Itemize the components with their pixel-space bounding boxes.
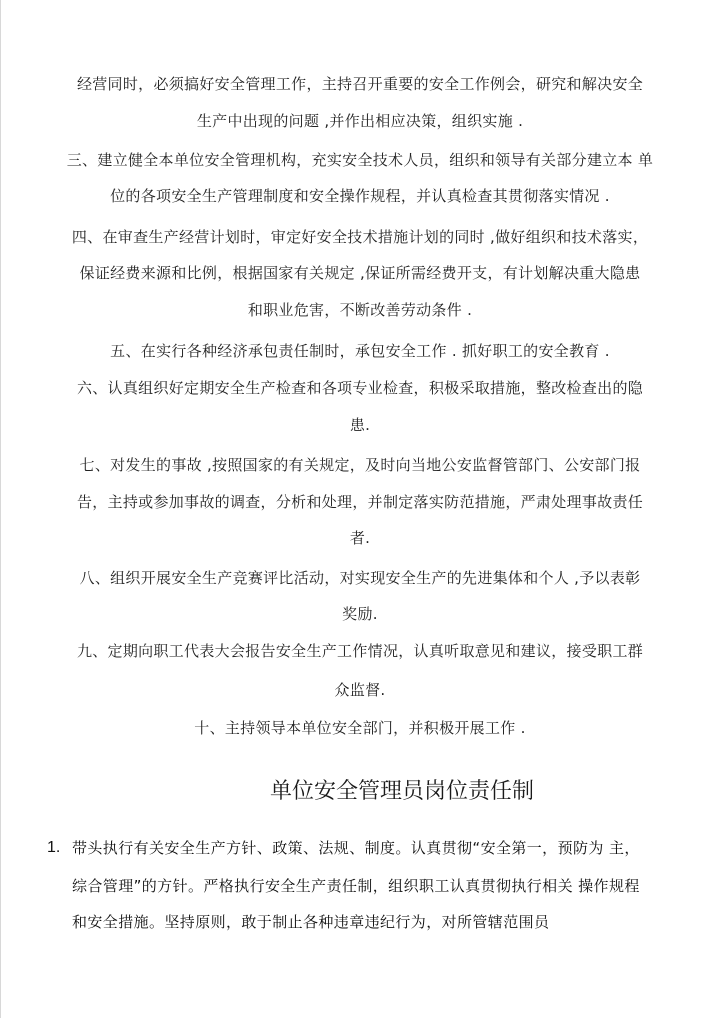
duty-line: 九、定期向职工代表大会报告安全生产工作情况，认真听取意见和建议，接受职工群 [76, 642, 644, 660]
duty-line: 和职业危害，不断改善劳动条件 . [247, 301, 473, 319]
section-title: 单位安全管理员岗位责任制 [269, 779, 534, 804]
duty-line: 四、在审查生产经营计划时，审定好安全技术措施计划的同时 ,做好组织和技术落实， [71, 228, 649, 246]
item-line: 综合管理”的方针。严格执行安全生产责任制，组织职工认真贯彻执行相关 操作规程 [72, 877, 640, 895]
duty-line: 位的各项安全生产管理制度和安全操作规程，并认真检查其贯彻落实情况 . [110, 187, 610, 205]
duty-line: 经营同时，必须搞好安全管理工作，主持召开重要的安全工作例会，研究和解决安全 [76, 75, 644, 93]
duty-line: 生产中出现的问题 ,并作出相应决策，组织实施 . [196, 112, 524, 130]
duty-line: 八、组织开展安全生产竞赛评比活动，对实现安全生产的先进集体和个人 ,予以表彰 [79, 569, 641, 587]
item-line: 带头执行有关安全生产方针、政策、法规、制度。认真贯彻“安全第一，预防为 主， [72, 839, 640, 857]
duty-line: 五、在实行各种经济承包责任制时，承包安全工作 . 抓好职工的安全教育 . [110, 342, 610, 360]
duty-line: 告，主持或参加事故的调查，分析和处理，并制定落实防范措施，严肃处理事故责任 [76, 493, 644, 511]
duty-line: 保证经费来源和比例，根据国家有关规定 ,保证所需经费开支，有计划解决重大隐患 [79, 264, 641, 282]
duty-line: 三、建立健全本单位安全管理机构，充实安全技术人员，组织和领导有关部分建立本 单 [66, 151, 654, 169]
item-line: 和安全措施。坚持原则，敢于制止各种违章违纪行为，对所管辖范围员 [72, 913, 550, 931]
duty-line: 者. [349, 529, 371, 547]
duty-line: 六、认真组织好定期安全生产检查和各项专业检查，积极采取措施，整改检查出的隐 [76, 379, 644, 397]
duty-line: 十、主持领导本单位安全部门，并积极开展工作 . [194, 719, 526, 737]
duty-line: 患. [349, 416, 371, 434]
duty-line: 七、对发生的事故 ,按照国家的有关规定，及时向当地公安监督管部门、公安部门报 [79, 456, 641, 474]
item-number: 1. [47, 839, 61, 856]
duty-line: 众监督. [334, 681, 386, 699]
duty-line: 奖励. [342, 605, 378, 623]
